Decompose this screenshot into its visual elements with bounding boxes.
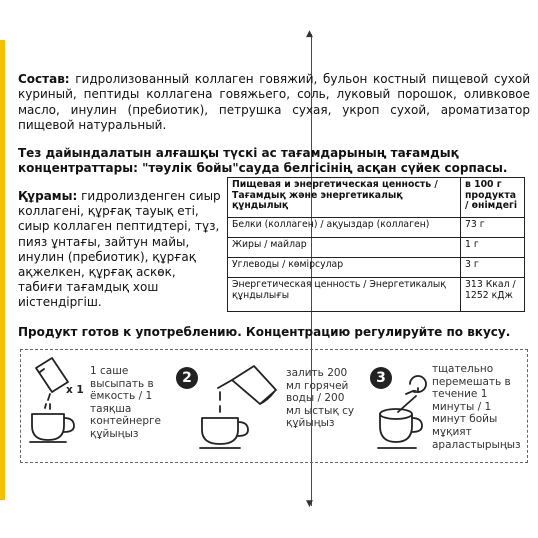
step1-instruction: 1 саше высыпать в ёмкость / 1 таяқша контейнерге құйыңыз <box>90 365 161 440</box>
stir-cup-icon <box>376 390 432 454</box>
step2-number: 2 <box>176 367 198 389</box>
ready-to-use-note: Продукт готов к употреблению. Концентрацию регулируйте по вкусу. <box>18 325 511 339</box>
composition-kz-label: Құрамы: <box>18 189 78 203</box>
seam-arrow-bottom: ▼ <box>306 499 313 509</box>
step2-instruction: залить 200 мл горячей воды / 200 мл ыстық су құйыңыз <box>286 367 355 430</box>
nutrient-value: 1 г <box>461 238 525 258</box>
nutrient-value: 3 г <box>461 258 525 278</box>
nutrient-name: Белки (коллаген) / ақуыздар (коллаген) <box>228 218 461 238</box>
nutrient-value: 73 г <box>461 218 525 238</box>
sachet-pour-icon <box>26 356 90 448</box>
nutrition-header-per100: в 100 г продукта / өнімдегі <box>461 178 525 218</box>
kettle-pour-icon <box>198 360 284 454</box>
composition-kz-text: гидролизденген сиыр коллагені, құрғақ тауық еті, сиыр коллаген пептидтері, тұз, пияз ұнтағы, зайтун майы, инулин (пребиотик), құрғақ ақжелкен, құрғақ аскөк, табиғи тағамдық хош иістендіргіш. <box>18 189 221 310</box>
step3-instruction: тщательно перемешать в течение 1 минуты / 1 минут бойы мұқият араластырыңыз <box>432 363 521 451</box>
step3-number: 3 <box>370 367 392 389</box>
table-row <box>228 218 525 238</box>
table-row <box>228 258 525 278</box>
nutrition-header-row <box>228 178 525 218</box>
composition-ru <box>18 72 530 133</box>
nutrition-table <box>227 177 525 312</box>
yellow-edge-stripe <box>0 40 5 500</box>
nutrient-value: 313 Ккал / 1252 кДж <box>461 278 525 312</box>
seam-arrow-top: ▲ <box>306 29 313 39</box>
composition-kz <box>18 189 223 311</box>
table-row <box>228 238 525 258</box>
kz-product-heading: Тез дайындалатын алғашқы түскі ас тағамдарының тағамдық концентраттары: "тәулік бойы"сауда белгісінің асқан сүйек сорпасы. <box>18 146 508 175</box>
composition-ru-text: гидролизованный коллаген говяжий, бульон костный пищевой сухой куриный, пептиды коллагена говяжьего, соль, луковый порошок, оливковое масло, инулин (пребиотик), петрушка сухая, укроп сухой, ароматизатор пищевой натуральный. <box>18 72 530 132</box>
composition-ru-label: Состав: <box>18 72 70 86</box>
rotate-arrow-icon <box>406 372 430 396</box>
nutrition-header-name: Пищевая и энергетическая ценность / Тағамдық және энергетикалық құндылық <box>228 178 461 218</box>
table-row <box>228 278 525 312</box>
nutrient-name: Энергетическая ценность / Энергетикалық құндылығы <box>228 278 461 312</box>
sachet-count-badge: x 1 <box>66 384 84 396</box>
nutrient-name: Углеводы / көмірсулар <box>228 258 461 278</box>
nutrient-name: Жиры / майлар <box>228 238 461 258</box>
